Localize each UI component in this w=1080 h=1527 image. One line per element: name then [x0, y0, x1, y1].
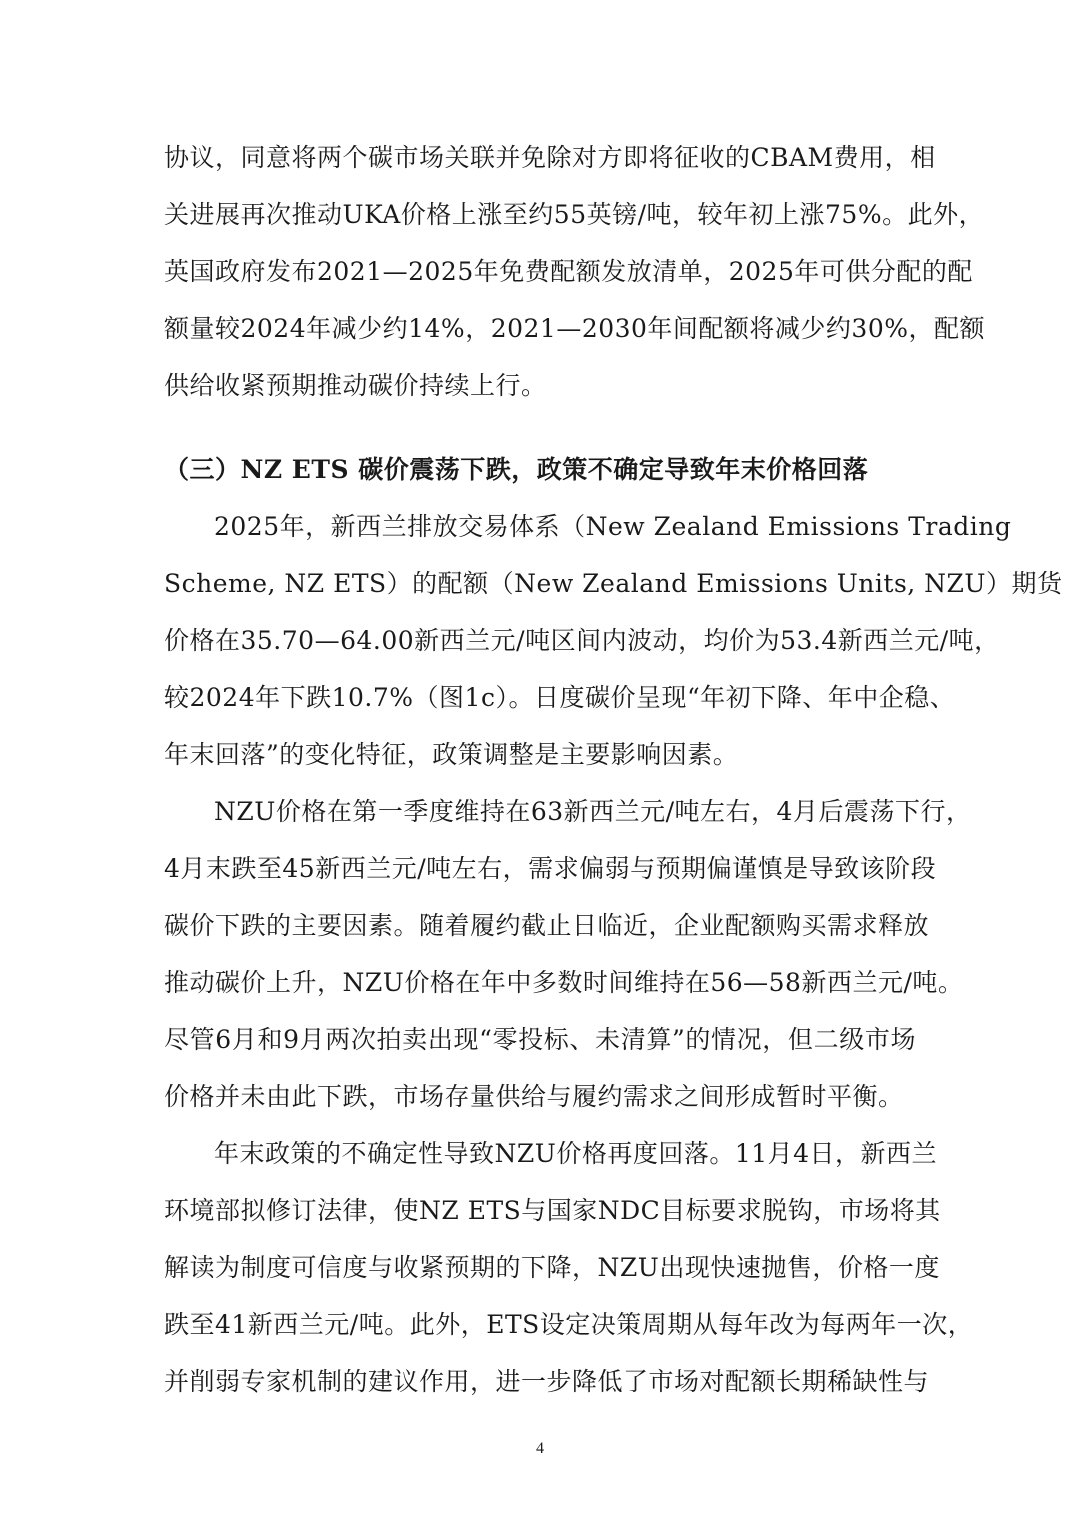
- text-line: 解读为制度可信度与收紧预期的下降，NZU出现快速抛售，价格一度: [164, 1253, 940, 1282]
- text-line: 环境部拟修订法律，使NZ ETS与国家NDC目标要求脱钩，市场将其: [164, 1196, 941, 1225]
- text-line: 价格在35.70—64.00新西兰元/吨区间内波动，均价为53.4新西兰元/吨，: [164, 626, 1000, 655]
- text-line: 推动碳价上升，NZU价格在年中多数时间维持在56—58新西兰元/吨。: [164, 968, 964, 997]
- text-line: 碳价下跌的主要因素。随着履约截止日临近，企业配额购买需求释放: [164, 911, 930, 940]
- text-line: 年末政策的不确定性导致NZU价格再度回落。11月4日，新西兰: [214, 1139, 938, 1168]
- text-line: 4月末跌至45新西兰元/吨左右，需求偏弱与预期偏谨慎是导致该阶段: [164, 854, 937, 883]
- page-number: 4: [536, 1440, 544, 1457]
- text-line: 2025年，新西兰排放交易体系（New Zealand Emissions Trading: [214, 512, 1012, 541]
- text-line: 尽管6月和9月两次拍卖出现“零投标、未清算”的情况，但二级市场: [164, 1025, 916, 1054]
- text-line: 英国政府发布2021—2025年免费配额发放清单，2025年可供分配的配: [164, 257, 973, 286]
- text-line: 跌至41新西兰元/吨。此外，ETS设定决策周期从每年改为每两年一次，: [164, 1310, 974, 1339]
- text-line: 年末回落”的变化特征，政策调整是主要影响因素。: [164, 740, 739, 769]
- text-line: NZU价格在第一季度维持在63新西兰元/吨左右，4月后震荡下行，: [214, 797, 972, 826]
- text-line: 价格并未由此下跌，市场存量供给与履约需求之间形成暂时平衡。: [164, 1082, 904, 1111]
- text-line: 供给收紧预期推动碳价持续上行。: [164, 371, 547, 400]
- text-line: 并削弱专家机制的建议作用，进一步降低了市场对配额长期稀缺性与: [164, 1367, 930, 1396]
- text-line: Scheme, NZ ETS）的配额（New Zealand Emissions Units, NZU）期货: [164, 569, 1063, 598]
- text-line: 关进展再次推动UKA价格上涨至约55英镑/吨，较年初上涨75%。此外，: [164, 200, 985, 229]
- text-line: 协议，同意将两个碳市场关联并免除对方即将征收的CBAM费用，相: [164, 143, 936, 172]
- text-line: 较2024年下跌10.7%（图1c）。日度碳价呈现“年初下降、年中企稳、: [164, 683, 956, 712]
- section-heading: （三）NZ ETS 碳价震荡下跌，政策不确定导致年末价格回落: [164, 455, 869, 484]
- text-line: 额量较2024年减少约14%，2021—2030年间配额将减少约30%，配额: [164, 314, 986, 343]
